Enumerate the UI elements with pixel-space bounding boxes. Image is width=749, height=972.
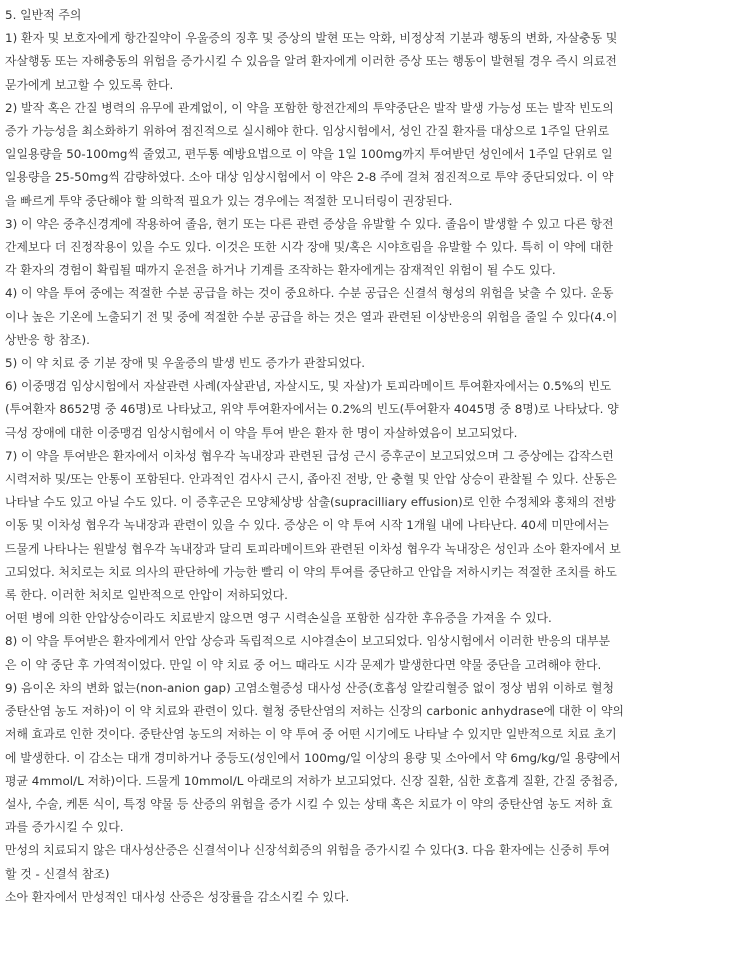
paragraph-line: 문가에게 보고할 수 있도록 한다. bbox=[5, 77, 174, 92]
paragraph-line: 고되었다. 처치로는 치료 의사의 판단하에 가능한 빨리 이 약의 투여를 중단하고 안압을 저하시키는 적절한 조치를 하도 bbox=[5, 564, 617, 579]
paragraph-line: 이나 높은 기온에 노출되기 전 및 중에 적절한 수분 공급을 하는 것은 열과 관련된 이상반응의 위험을 줄일 수 있다(4.이 bbox=[5, 309, 618, 324]
paragraph-line: 2) 발작 혹은 간질 병력의 유무에 관계없이, 이 약을 포함한 항전간제의 투약중단은 발작 발생 가능성 또는 발작 빈도의 bbox=[5, 100, 614, 115]
paragraph-line: 6) 이중맹검 임상시험에서 자살관련 사례(자살관념, 자살시도, 및 자살)가 토피라메이트 투여환자에서는 0.5%의 빈도 bbox=[5, 379, 612, 394]
paragraph-line: 을 빠르게 투약 중단해야 할 의학적 필요가 있는 경우에는 적절한 모니터링이 권장된다. bbox=[5, 193, 453, 208]
paragraph-line: 할 것 - 신결석 참조) bbox=[5, 866, 110, 881]
paragraph-line: 설사, 수술, 케톤 식이, 특정 약물 등 산증의 위험을 증가 시킬 수 있는 상태 혹은 치료가 이 약의 중탄산염 농도 저하 효 bbox=[5, 796, 613, 811]
paragraph-line: 저해 효과로 인한 것이다. 중탄산염 농도의 저하는 이 약 투여 중 어떤 시기에도 나타날 수 있지만 일반적으로 치료 초기 bbox=[5, 727, 617, 742]
paragraph-line: 4) 이 약을 투여 중에는 적절한 수분 공급을 하는 것이 중요하다. 수분 공급은 신결석 형성의 위험을 낮출 수 있다. 운동 bbox=[5, 286, 614, 301]
paragraph-line: 에 발생한다. 이 감소는 대개 경미하거나 중등도(성인에서 100mg/일 이상의 용량 및 소아에서 약 6mg/kg/일 용량에서 bbox=[5, 750, 621, 765]
paragraph-line: 상반응 항 참조). bbox=[5, 332, 90, 347]
section-heading: 5. 일반적 주의 bbox=[5, 8, 82, 22]
paragraph-line: (투여환자 8652명 중 46명)로 나타났고, 위약 투여환자에서는 0.2%의 빈도(투여환자 4045명 중 8명)로 나타났다. 양 bbox=[5, 402, 619, 417]
paragraph-line: 증가 가능성을 최소화하기 위하여 점진적으로 실시해야 한다. 임상시험에서, 성인 간질 환자를 대상으로 1주일 단위로 bbox=[5, 124, 610, 139]
paragraph-line: 8) 이 약을 투여받은 환자에게서 안압 상승과 독립적으로 시야결손이 보고되었다. 임상시험에서 이러한 반응의 대부분 bbox=[5, 634, 610, 649]
paragraph-line: 3) 이 약은 중추신경계에 작용하여 졸음, 현기 또는 다른 관련 증상을 유발할 수 있다. 졸음이 발생할 수 있고 다른 항전 bbox=[5, 216, 614, 231]
paragraph-line: 자살행동 또는 자해충동의 위험을 증가시킬 수 있음을 알려 환자에게 이러한 증상 또는 행동이 발현될 경우 즉시 의료전 bbox=[5, 54, 617, 69]
paragraph-line: 소아 환자에서 만성적인 대사성 산증은 성장률을 감소시킬 수 있다. bbox=[5, 889, 350, 904]
paragraph-line: 나타날 수도 있고 아닐 수도 있다. 이 증후군은 모양체상방 삼출(supracilliary effusion)로 인한 수정체와 홍채의 전방 bbox=[5, 495, 616, 510]
paragraph-line: 과를 증가시킬 수 있다. bbox=[5, 820, 124, 835]
paragraph-line: 평균 4mmol/L 저하)이다. 드물게 10mmol/L 아래로의 저하가 보고되었다. 신장 질환, 심한 호흡계 질환, 간질 중첩증, bbox=[5, 773, 618, 788]
paragraph-line: 드물게 나타나는 원발성 협우각 녹내장과 달리 토피라메이트와 관련된 이차성 협우각 녹내장은 성인과 소아 환자에서 보 bbox=[5, 541, 621, 556]
paragraph-line: 이동 및 이차성 협우각 녹내장과 관련이 있을 수 있다. 증상은 이 약 투여 시작 1개월 내에 나타난다. 40세 미만에서는 bbox=[5, 518, 609, 533]
paragraph-line: 7) 이 약을 투여받은 환자에서 이차성 협우각 녹내장과 관련된 급성 근시 증후군이 보고되었으며 그 증상에는 갑작스런 bbox=[5, 448, 614, 463]
paragraph-line: 간제보다 더 진정작용이 있을 수도 있다. 이것은 또한 시각 장애 및/혹은 시야흐림을 유발할 수 있다. 특히 이 약에 대한 bbox=[5, 240, 613, 255]
paragraph-line: 시력저하 및/또는 안통이 포함된다. 안과적인 검사시 근시, 좁아진 전방, 안 충혈 및 안압 상승이 관찰될 수 있다. 산동은 bbox=[5, 472, 617, 487]
paragraph-line: 만성의 치료되지 않은 대사성산증은 신결석이나 신장석회증의 위험을 증가시킬 수 있다(3. 다음 환자에는 신중히 투여 bbox=[5, 843, 610, 858]
paragraph-line: 5) 이 약 치료 중 기분 장애 및 우울증의 발생 빈도 증가가 관찰되었다. bbox=[5, 356, 365, 371]
paragraph-line: 록 한다. 이러한 처치로 일반적으로 안압이 저하되었다. bbox=[5, 588, 288, 603]
paragraph-line: 각 환자의 경험이 확립될 때까지 운전을 하거나 기계를 조작하는 환자에게는 잠재적인 위험이 될 수도 있다. bbox=[5, 263, 556, 278]
paragraph-line: 극성 장애에 대한 이중맹검 임상시험에서 이 약을 투여 받은 환자 한 명이 자살하였음이 보고되었다. bbox=[5, 425, 518, 440]
paragraph-line: 일용량을 25-50mg씩 감량하였다. 소아 대상 임상시험에서 이 약은 2-8 주에 걸쳐 점진적으로 투약 중단되었다. 이 약 bbox=[5, 170, 614, 185]
paragraph-line: 일일용량을 50-100mg씩 줄였고, 편두통 예방요법으로 이 약을 1일 100mg까지 투여받던 성인에서 1주일 단위로 일 bbox=[5, 147, 613, 162]
paragraph-line: 어떤 병에 의한 안압상승이라도 치료받지 않으면 영구 시력손실을 포함한 심각한 후유증을 가져올 수 있다. bbox=[5, 611, 552, 626]
paragraph-line: 은 이 약 중단 후 가역적이었다. 만일 이 약 치료 중 어느 때라도 시각 문제가 발생한다면 약물 중단을 고려해야 한다. bbox=[5, 657, 602, 672]
paragraph-line: 중탄산염 농도 저하)이 이 약 치료와 관련이 있다. 혈청 중탄산염의 저하는 신장의 carbonic anhydrase에 대한 이 약의 bbox=[5, 704, 624, 719]
paragraph-line: 9) 음이온 차의 변화 없는(non-anion gap) 고염소혈증성 대사성 산증(호흡성 알칼리혈증 없이 정상 범위 이하로 혈청 bbox=[5, 680, 614, 695]
paragraph-line: 1) 환자 및 보호자에게 항간질약이 우울증의 징후 및 증상의 발현 또는 악화, 비정상적 기분과 행동의 변화, 자살충동 및 bbox=[5, 31, 618, 46]
